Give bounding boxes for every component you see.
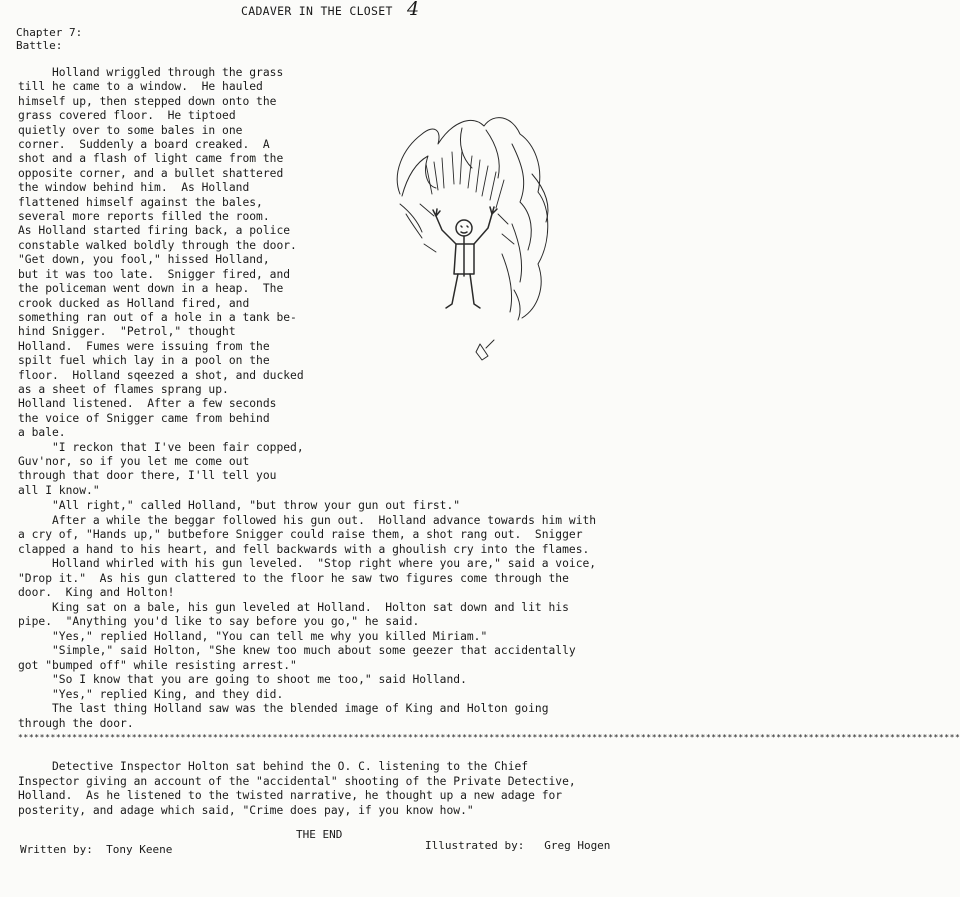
story-line: several more reports filled the room.: [18, 210, 270, 224]
story-line: corner. Suddenly a board creaked. A: [18, 138, 270, 152]
story-line: but it was too late. Snigger fired, and: [18, 267, 291, 281]
story-line: the voice of Snigger came from behind: [18, 411, 270, 425]
story-line: Guv'nor, so if you let me come out: [18, 454, 250, 468]
flame-strokes: [420, 150, 514, 252]
story-column-top: [18, 66, 304, 498]
epilogue-line: Inspector giving an account of the "accidental" shooting of the Private Detective,: [18, 774, 576, 788]
story-line: "Get down, you fool," hissed Holland,: [18, 253, 270, 267]
story-line: flattened himself against the bales,: [18, 195, 263, 209]
written-by-credit: Written by: Tony Keene: [20, 843, 173, 856]
story-line: clapped a hand to his heart, and fell backwards with a ghoulish cry into the flames.: [18, 542, 590, 556]
story-line: a bale.: [18, 426, 66, 440]
story-line: After a while the beggar followed his gun out. Holland advance towards him with: [18, 513, 597, 527]
story-line: As Holland started firing back, a police: [18, 224, 291, 238]
story-line: till he came to a window. He hauled: [18, 80, 263, 94]
story-line: through that door there, I'll tell you: [18, 469, 277, 483]
page-number: 4: [407, 0, 420, 20]
story-line: grass covered floor. He tiptoed: [18, 109, 236, 123]
chapter-heading: [16, 26, 82, 52]
story-line: pipe. "Anything you'd like to say before you go," he said.: [18, 615, 420, 628]
story-line: "Simple," said Holton, "She knew too much about some geezer that accidentally: [18, 644, 576, 657]
story-line: opposite corner, and a bullet shattered: [18, 166, 284, 180]
story-line: shot and a flash of light came from the: [18, 152, 284, 166]
story-line: as a sheet of flames sprang up.: [18, 382, 229, 396]
header-title: CADAVER IN THE CLOSET: [241, 4, 393, 18]
story-line: a cry of, "Hands up," butbefore Snigger could raise them, a shot rang out. Snigger: [18, 528, 583, 541]
epilogue-line: posterity, and adage which said, "Crime does pay, if you know how.": [18, 803, 474, 817]
story-line: Holland whirled with his gun leveled. "Stop right where you are," said a voice,: [18, 557, 597, 570]
story-line: King sat on a bale, his gun leveled at Holland. Holton sat down and lit his: [18, 600, 569, 614]
story-line: "Drop it." As his gun clattered to the floor he saw two figures come through the: [18, 571, 569, 585]
story-line: Holland wriggled through the grass: [18, 66, 284, 79]
story-line: the policeman went down in a heap. The: [18, 282, 284, 296]
epilogue-line: Detective Inspector Holton sat behind the O. C. listening to the Chief: [18, 760, 529, 773]
illustrated-by-credit: Illustrated by: Greg Hogen: [425, 839, 611, 852]
story-line: "Yes," replied Holland, "You can tell me why you killed Miriam.": [18, 629, 488, 643]
story-line: The last thing Holland saw was the blended image of King and Holton going: [18, 702, 549, 715]
story-line: "I reckon that I've been fair copped,: [18, 440, 304, 454]
story-line: quietly over to some bales in one: [18, 123, 243, 137]
story-line: Holland listened. After a few seconds: [18, 397, 277, 411]
epilogue-paragraph: [18, 760, 576, 818]
asterisk-separator: ******************************************************************************************************************************************************************************: [18, 733, 960, 742]
stick-figure-in-flames-drawing: [362, 104, 562, 374]
story-column-wide: [18, 499, 596, 731]
story-line: "All right," called Holland, "but throw your gun out first.": [18, 499, 461, 512]
story-line: hind Snigger. "Petrol," thought: [18, 325, 236, 339]
story-line: "So I know that you are going to shoot me too," said Holland.: [18, 673, 467, 686]
story-line: spilt fuel which lay in a pool on the: [18, 354, 270, 368]
story-line: got "bumped off" while resisting arrest.": [18, 658, 297, 672]
story-line: "Yes," replied King, and they did.: [18, 687, 284, 701]
story-line: himself up, then stepped down onto the: [18, 94, 277, 108]
story-line: constable walked boldly through the door.: [18, 238, 297, 252]
stick-figure: [433, 207, 497, 308]
chapter-title: Battle:: [16, 39, 63, 52]
story-line: something ran out of a hole in a tank be-: [18, 310, 297, 324]
epilogue-line: Holland. As he listened to the twisted narrative, he thought up a new adage for: [18, 789, 563, 802]
story-line: crook ducked as Holland fired, and: [18, 296, 250, 310]
story-line: floor. Holland sqeezed a shot, and ducked: [18, 368, 304, 382]
gun-sketch: [476, 340, 494, 360]
chapter-number: Chapter 7:: [16, 26, 83, 39]
story-line: Holland. Fumes were issuing from the: [18, 339, 270, 353]
story-line: through the door.: [18, 716, 134, 730]
story-line: the window behind him. As Holland: [18, 181, 250, 195]
the-end-label: THE END: [296, 828, 343, 841]
story-line: all I know.": [18, 483, 100, 497]
story-line: door. King and Holton!: [18, 586, 175, 599]
